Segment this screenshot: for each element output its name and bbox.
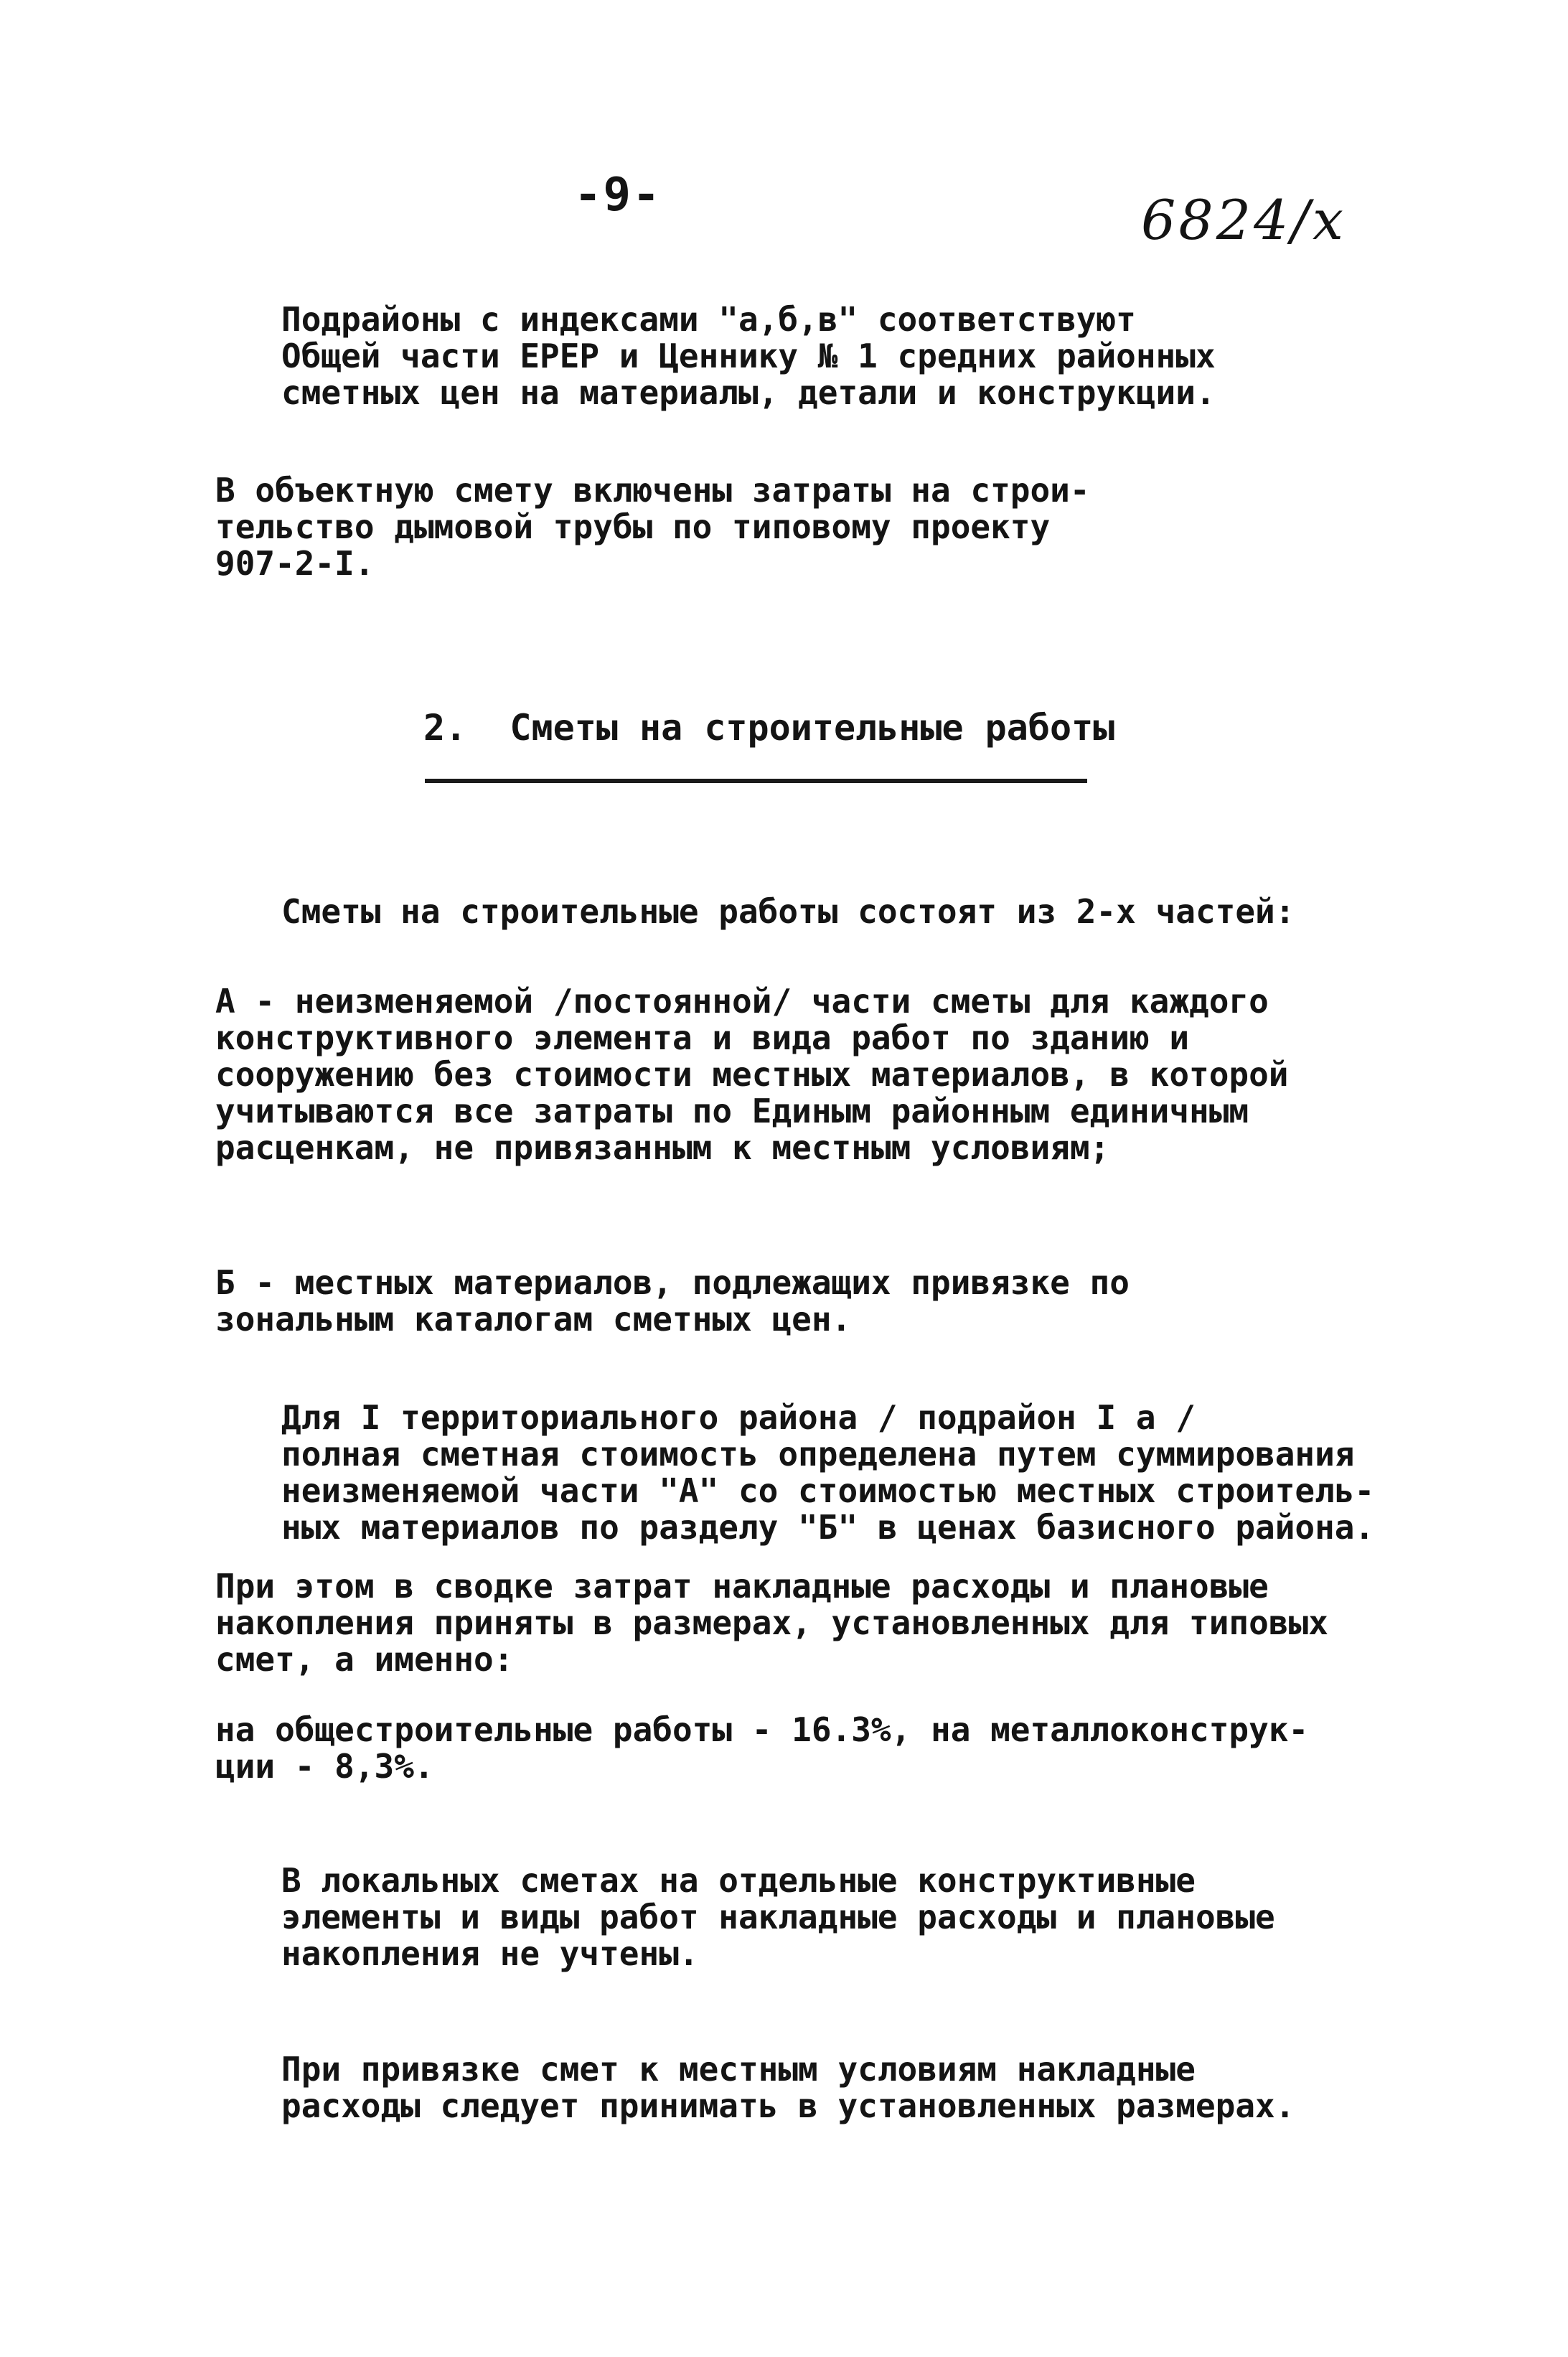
paragraph-part-a: А - неизменяемой /постоянной/ части сметы для каждого конструктивного элемента и вида работ по зданию и сооружению без стоимости местных материалов, в которой учитываются все затраты по Единым районным единичным расценкам, не привязанным к местным условиям; bbox=[215, 982, 1289, 1167]
paragraph-percentages: на общестроительные работы - 16.3%, на металлоконструк- ции - 8,3%. bbox=[215, 1710, 1309, 1786]
paragraph-estimate-parts: Сметы на строительные работы состоят из 2-х частей: bbox=[281, 892, 1295, 931]
paragraph-local-conditions: При привязке смет к местным условиям накладные расходы следует принимать в установленных размерах. bbox=[281, 2050, 1295, 2125]
paragraph-overheads: При этом в сводке затрат накладные расходы и плановые накопления приняты в размерах, установленных для типовых смет, а именно: bbox=[215, 1567, 1328, 1679]
paragraph-territorial-region: Для I территориального района / подрайон I а / полная сметная стоимость определена путем суммирования неизменяемой части "А" со стоимостью местных строитель- ных материалов по разделу "Б" в ценах базисного района. bbox=[281, 1398, 1375, 1547]
section-heading: 2. Сметы на строительные работы bbox=[423, 707, 1115, 749]
paragraph-local-estimates: В локальных сметах на отдельные конструктивные элементы и виды работ накладные расходы и плановые накопления не учтены. bbox=[281, 1861, 1275, 1973]
archive-number: 6824/x bbox=[1141, 188, 1346, 252]
paragraph-part-b: Б - местных материалов, подлежащих привязке по зональным каталогам сметных цен. bbox=[215, 1263, 1130, 1339]
heading-underline bbox=[425, 779, 1087, 783]
paragraph-object-estimate: В объектную смету включены затраты на строи- тельство дымовой трубы по типовому проекту 907-2-I. bbox=[215, 471, 1090, 583]
page-number: -9- bbox=[574, 169, 662, 222]
paragraph-subregions: Подрайоны с индексами "а,б,в" соответствуют Общей части ЕРЕР и Ценнику № 1 средних районных сметных цен на материалы, детали и конструкции. bbox=[281, 300, 1216, 412]
